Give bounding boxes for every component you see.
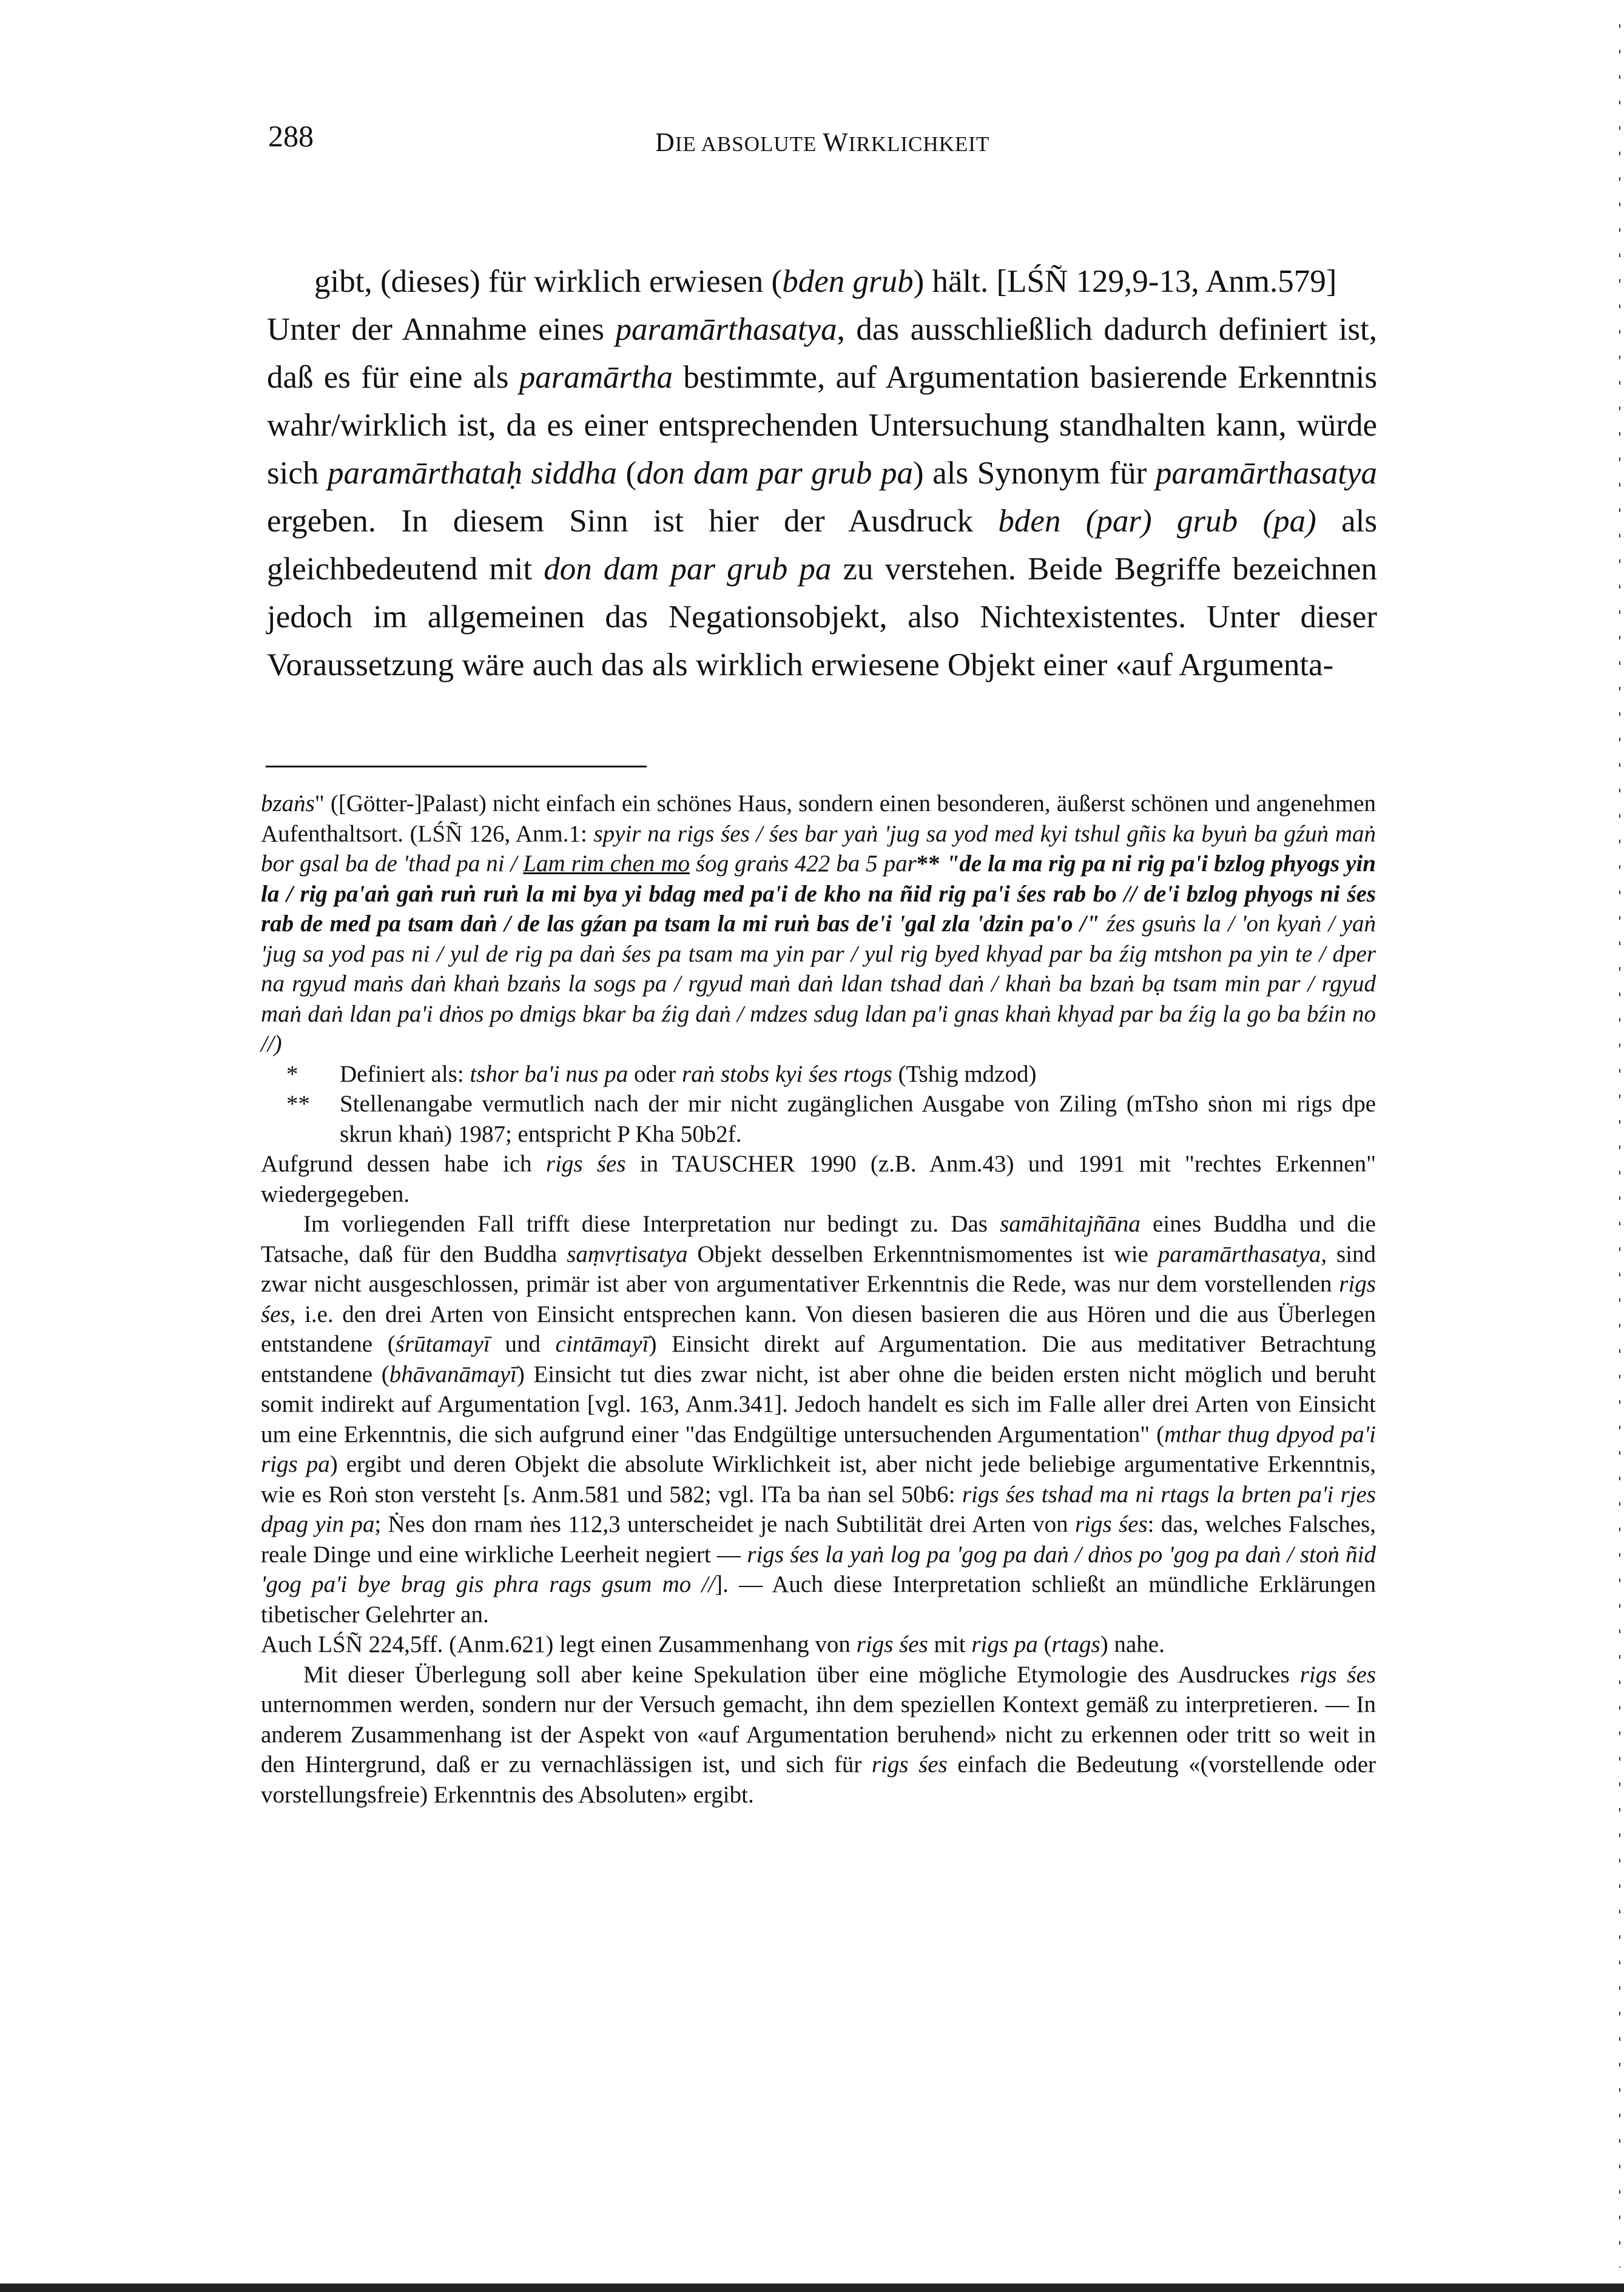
tibetan-quote-bold: "de la ma rig pa ni rig pa'i bzlog phyogs yin la / rig pa'aṅ gaṅ ruṅ ruṅ la mi bya yi bdag med pa'i de kho na ñid rig pa'i śes rab bo // de'i bzlog phyogs ni śes rab de med pa tsam daṅ / de las gźan pa tsam la mi ruṅ bas de'i 'gal zla 'dzin pa'o /" xyxy=(261,851,1376,937)
running-title-part: IRKLICHKEIT xyxy=(848,132,990,156)
text-run: eines Buddha und die Tatsache, daß für den Buddha xyxy=(261,1211,1376,1267)
text-run: oder xyxy=(628,1060,682,1087)
tibetan-term: bden (par) grub (pa) xyxy=(998,504,1316,539)
tibetan-term: rtags xyxy=(1051,1631,1100,1657)
tibetan-term: mthar thug dpyod pa'i rigs pa xyxy=(261,1421,1376,1477)
text-run: zu verstehen. Beide Begriffe bezeichnen jedoch im allgemeinen das Negationsobjekt, also Nichtexistentes. Unter dieser Voraussetzung wäre auch das als wirklich erwiesene Objekt einer «auf Argumenta- xyxy=(267,551,1377,683)
text-run: ( xyxy=(616,456,637,491)
sanskrit-term: samāhitajñāna xyxy=(1000,1211,1141,1237)
tibetan-term: rigs śes xyxy=(856,1631,928,1657)
text-run: in TAUSCHER 1990 (z.B. Anm.43) und 1991 mit "rechtes Erkennen" wiedergegeben. xyxy=(261,1151,1376,1207)
continued-quotation xyxy=(267,258,1377,306)
sanskrit-term: bhāvanāmayī xyxy=(389,1361,517,1387)
scan-bottom-edge xyxy=(0,2284,1624,2292)
running-title xyxy=(655,127,989,158)
text-run: , i.e. den drei Arten von Einsicht entsprechen kann. Von diesen basieren die aus Hören und die aus Überlegen entstandene ( xyxy=(261,1301,1376,1357)
page-header xyxy=(0,118,1624,167)
sanskrit-term: saṃvṛtisatya xyxy=(567,1241,688,1267)
text-run: (Tshig mdzod) xyxy=(892,1060,1037,1087)
footnote-note xyxy=(261,1089,1376,1149)
text-run: unternommen werden, sondern nur der Versuch gemacht, ihn dem speziellen Kontext gemäß zu interpretieren. — In anderem Zusammenhang ist der Aspekt von «auf Argumentation beruhend» nicht zu erkennen oder tritt so weit in den Hintergrund, daß er zu vernachlässigen ist, und sich für xyxy=(261,1691,1376,1778)
text-run: ) Einsicht direkt auf Argumentation. Die aus meditativer Betrachtung entstandene ( xyxy=(261,1331,1376,1387)
sanskrit-term: cintāmayī xyxy=(555,1331,649,1357)
page-number: 288 xyxy=(268,119,314,153)
tibetan-quote: rigs śes tshad ma ni rtags la brten pa'i rjes dpag yin pa xyxy=(261,1481,1376,1537)
sanskrit-term: paramārthasatya xyxy=(1155,456,1378,491)
tibetan-term: rigs śes xyxy=(871,1751,948,1778)
text-run: " ([Götter-]Palast) nicht einfach ein schönes Haus, sondern einen besonderen, äußerst schönen und angenehmen Aufenthaltsort. (LŚÑ 126, Anm.1: xyxy=(261,790,1376,847)
text-run: , sind zwar nicht ausgeschlossen, primär ist aber von argumentativer Erkenntnis die Rede, was nur dem vorstellenden xyxy=(261,1241,1376,1297)
text-run: Definiert als: xyxy=(340,1060,470,1087)
sanskrit-term: paramārthataḥ siddha xyxy=(327,456,617,491)
text-run: ) hält. [LŚÑ 129,9-13, Anm.579] xyxy=(913,264,1337,299)
text-run: ) als Synonym für xyxy=(913,456,1156,491)
text-run: Im vorliegenden Fall trifft diese Interpretation nur bedingt zu. Das xyxy=(303,1211,1000,1237)
text-run: als gleichbedeutend mit xyxy=(267,504,1378,587)
tibetan-quote: spyir na rigs śes / śes bar yaṅ 'jug sa yod med kyi tshul gñis ka byuṅ ba gźuṅ maṅ bor gsal ba de 'thad pa ni / xyxy=(261,820,1376,877)
text-run: ergeben. In diesem Sinn ist hier der Ausdruck xyxy=(267,504,999,539)
text-run: , das ausschließlich dadurch definiert ist, daß es für eine als xyxy=(267,312,1377,395)
sanskrit-term: paramārthasatya xyxy=(615,312,837,347)
sanskrit-term: śrūtamayī xyxy=(395,1331,490,1357)
cited-title: Lam rim chen mo xyxy=(523,851,690,877)
tibetan-term: raṅ stobs kyi śes rtogs xyxy=(682,1060,892,1087)
footnote-marker: ** xyxy=(916,851,946,877)
text-run: Unter der Annahme eines xyxy=(267,312,616,347)
tibetan-quote: źes gsuṅs la / 'on kyaṅ / yaṅ 'jug sa yod pas ni / yul de rig pa daṅ śes pa tsam ma yin par / yul rig byed khyad par ba źig mtshon pa yin te / dper na rgyud maṅs daṅ khaṅ bzaṅs la sogs pa / rgyud maṅ daṅ ldan tshad daṅ / khaṅ ba bzaṅ bạ tsam min par / rgyud maṅ daṅ ldan pa'i dṅos po dmigs bkar ba źig daṅ / mdzes sdug ldan pa'i gnas khaṅ khyad par ba źig la go ba bźin no //) xyxy=(261,911,1376,1057)
footnote-paragraph xyxy=(261,1660,1376,1810)
text-run: bestimmte, auf Argumentation basierende Erkenntnis wahr/wirklich ist, da es einer entsprechenden Untersuchung standhalten kann, würde sich xyxy=(267,360,1378,491)
text-run: Stellenangabe vermutlich nach der mir nicht zugänglichen Ausgabe von Ziling (mTsho sṅon mi rigs dpe skrun khaṅ) 1987; entspricht P Kha 50b2f. xyxy=(340,1091,1376,1147)
tibetan-term: rigs śes xyxy=(261,1271,1376,1327)
text-run: und xyxy=(490,1331,556,1357)
text-run: einfach die Bedeutung «(vorstellende oder vorstellungsfreie) Erkenntnis des Absoluten» ergibt. xyxy=(261,1751,1376,1808)
sanskrit-term: paramārtha xyxy=(519,360,673,395)
tibetan-quote: rigs śes la yaṅ log pa 'gog pa daṅ / dṅos po 'gog pa daṅ / stoṅ ñid 'gog pa'i bye brag gis phra rags gsum mo // xyxy=(261,1541,1376,1597)
footnote-paragraph xyxy=(261,1630,1376,1660)
footnote-separator xyxy=(266,766,647,767)
text-run: gibt, (dieses) für wirklich erwiesen ( xyxy=(314,264,783,299)
running-title-part: D xyxy=(655,127,675,157)
text-run: Auch LŚÑ 224,5ff. (Anm.621) legt einen Zusammenhang von xyxy=(261,1631,857,1657)
sanskrit-term: paramārthasatya xyxy=(1157,1241,1321,1267)
running-title-part: IE ABSOLUTE xyxy=(675,132,823,156)
text-run: : das, welches Falsches, reale Dinge und eine wirkliche Leerheit negiert — xyxy=(261,1511,1376,1568)
tibetan-term: tshor ba'i nus pa xyxy=(470,1060,628,1087)
tibetan-term: rigs śes xyxy=(545,1151,626,1177)
tibetan-term: rigs śes xyxy=(1299,1661,1376,1688)
text-run: Aufgrund dessen habe ich xyxy=(261,1151,546,1177)
text-run: ; Ṅes don rnam ṅes 112,3 unterscheidet je nach Subtilität drei Arten von xyxy=(374,1511,1075,1537)
footnote-paragraph xyxy=(261,1209,1376,1630)
text-run: ) ergibt und deren Objekt die absolute Wirklichkeit ist, aber nicht jede beliebige argumentative Erkenntnis, wie es Roṅ ston versteht [s. Anm.581 und 582; vgl. lTa ba ṅan sel 50b6: xyxy=(261,1451,1376,1508)
text-run: ) nahe. xyxy=(1100,1631,1165,1657)
text-run: mit xyxy=(928,1631,972,1657)
tibetan-term: don dam par grub pa xyxy=(636,456,914,491)
tibetan-term: rigs pa xyxy=(971,1631,1038,1657)
tibetan-term: bden grub xyxy=(782,264,914,299)
footnote-marker: ** xyxy=(286,1091,310,1117)
running-title-part: W xyxy=(823,127,849,157)
text-run: ( xyxy=(1037,1631,1052,1657)
body-paragraph xyxy=(267,306,1377,689)
footnote-note xyxy=(261,1059,1376,1090)
text-run: ]. — Auch diese Interpretation schließt an mündliche Erklärungen tibetischer Gelehrter an. xyxy=(261,1571,1376,1628)
footnote-marker: * xyxy=(286,1060,298,1087)
footnote-paragraph xyxy=(261,789,1376,1059)
tibetan-term: bzaṅs xyxy=(261,790,315,817)
scan-binding-edge xyxy=(1609,0,1624,2292)
main-text xyxy=(267,258,1377,689)
tibetan-term: rigs śes xyxy=(1074,1511,1148,1537)
text-run: Mit dieser Überlegung soll aber keine Spekulation über eine mögliche Etymologie des Ausdruckes xyxy=(303,1661,1300,1688)
tibetan-term: don dam par grub pa xyxy=(544,551,832,587)
footnote-block xyxy=(261,789,1376,1810)
tibetan-quote: śog graṅs 422 ba 5 par xyxy=(689,851,917,877)
footnote-paragraph xyxy=(261,1149,1376,1209)
text-run: Objekt desselben Erkenntnismomentes ist wie xyxy=(687,1241,1158,1267)
text-run: ) Einsicht tut dies zwar nicht, ist aber ohne die beiden ersten nicht möglich und beruht somit indirekt auf Argumentation [vgl. 163, Anm.341]. Jedoch handelt es sich im Falle aller drei Arten von Einsicht um eine Erkenntnis, die sich aufgrund einer "das Endgültige untersuchenden Argumentation" ( xyxy=(261,1361,1376,1448)
